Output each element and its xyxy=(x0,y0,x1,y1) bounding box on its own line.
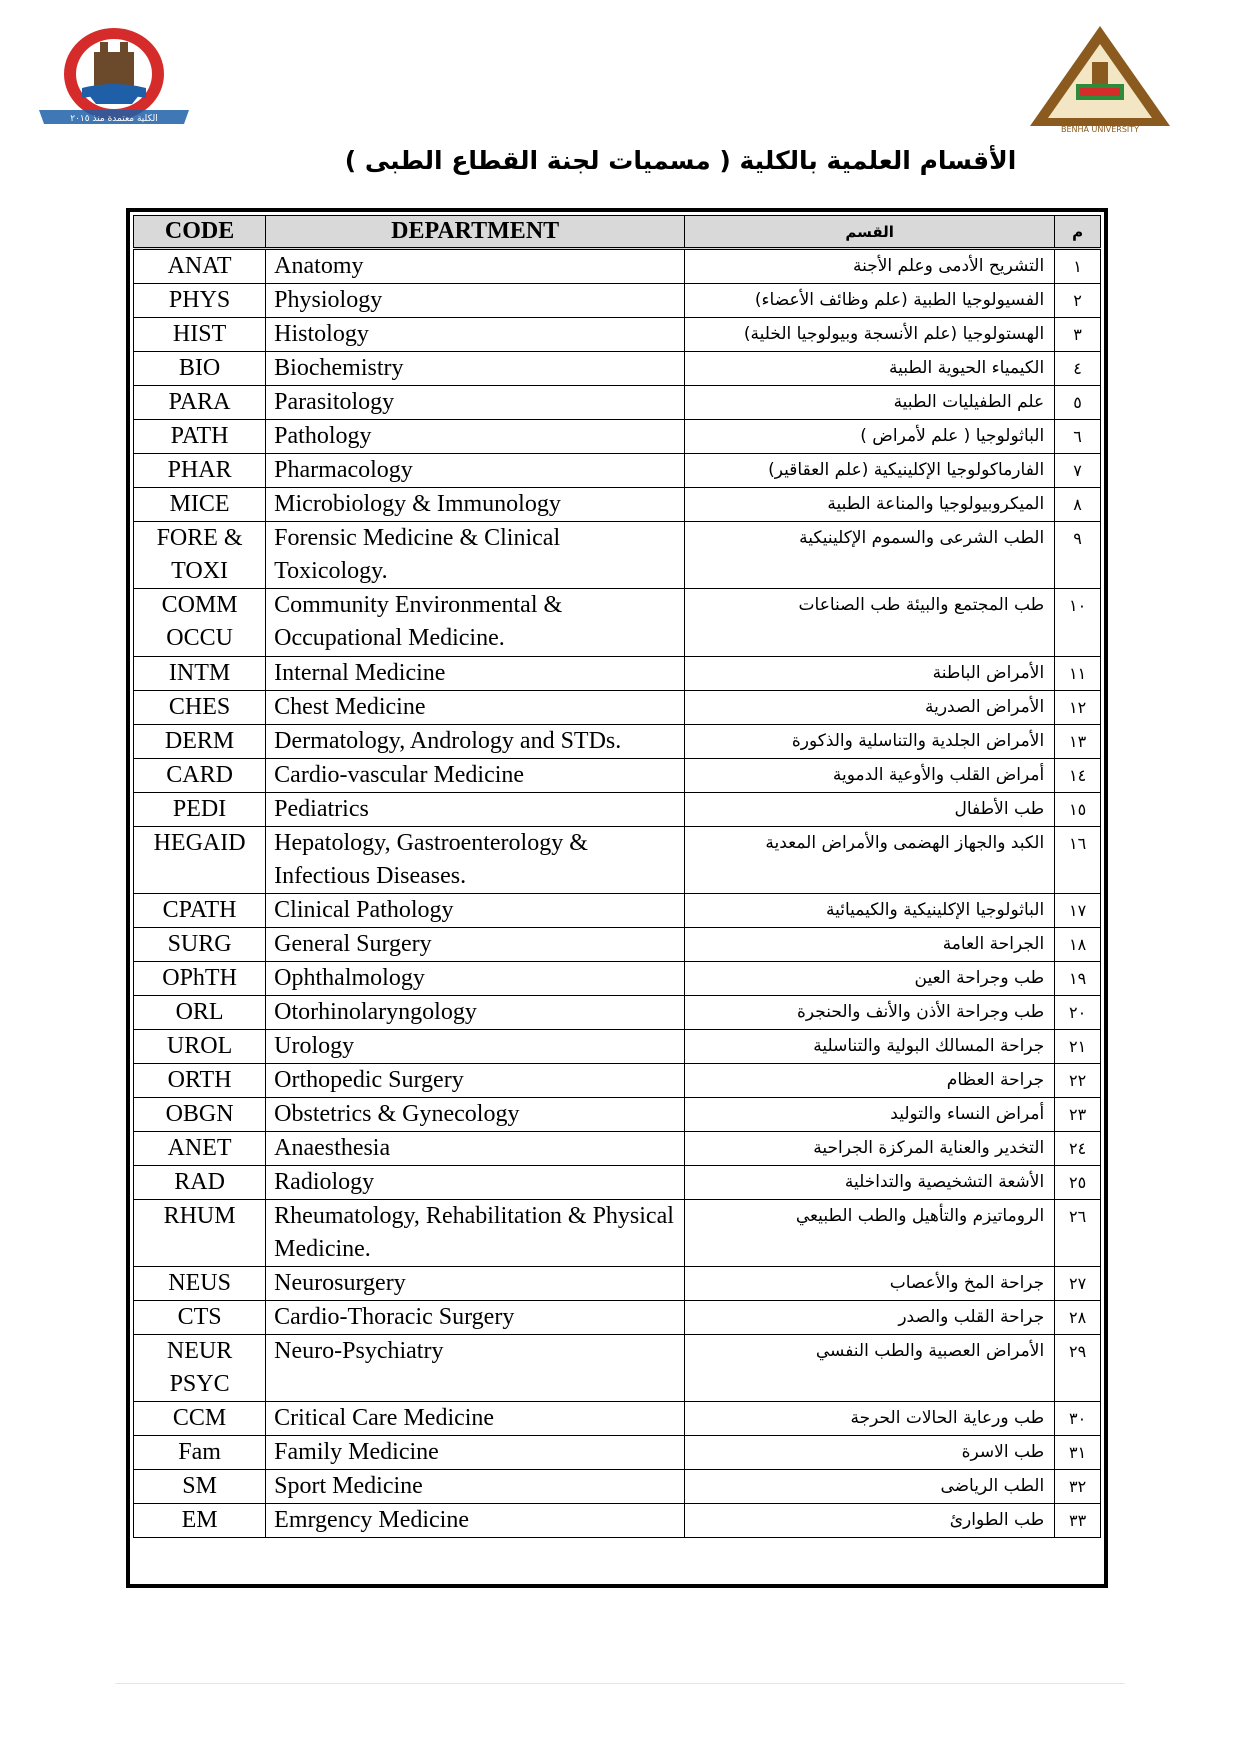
row-department: Urology xyxy=(266,1030,685,1064)
university-logo xyxy=(1026,22,1174,134)
table-row xyxy=(134,589,1101,657)
row-code: PHAR xyxy=(134,454,266,488)
row-department: General Surgery xyxy=(266,928,685,962)
row-arabic: التشريح الأدمى وعلم الأجنة xyxy=(685,249,1055,284)
row-department: Clinical Pathology xyxy=(266,894,685,928)
row-code: OPhTH xyxy=(134,962,266,996)
row-code: CTS xyxy=(134,1301,266,1335)
row-number: ١٨ xyxy=(1055,928,1101,962)
row-number: ٢٥ xyxy=(1055,1166,1101,1200)
header-code: CODE xyxy=(134,216,266,249)
row-number: ٢٢ xyxy=(1055,1064,1101,1098)
table-row xyxy=(134,1470,1101,1504)
row-department: Radiology xyxy=(266,1166,685,1200)
row-number: ٧ xyxy=(1055,454,1101,488)
table-row xyxy=(134,759,1101,793)
row-department: Sport Medicine xyxy=(266,1470,685,1504)
table-row xyxy=(134,352,1101,386)
row-department: Neurosurgery xyxy=(266,1267,685,1301)
row-number: ٦ xyxy=(1055,420,1101,454)
table-row xyxy=(134,1335,1101,1402)
row-department: Pediatrics xyxy=(266,793,685,827)
table-row xyxy=(134,657,1101,691)
row-department: Family Medicine xyxy=(266,1436,685,1470)
row-arabic: الأمراض الباطنة xyxy=(685,657,1055,691)
table-row xyxy=(134,1504,1101,1538)
table-row xyxy=(134,725,1101,759)
row-arabic: طب المجتمع والبيئة طب الصناعات xyxy=(685,589,1055,657)
row-code: Fam xyxy=(134,1436,266,1470)
row-arabic: علم الطفيليات الطبية xyxy=(685,386,1055,420)
row-code: OBGN xyxy=(134,1098,266,1132)
row-code: CHES xyxy=(134,691,266,725)
row-arabic: طب الطوارئ xyxy=(685,1504,1055,1538)
svg-text:BENHA UNIVERSITY: BENHA UNIVERSITY xyxy=(1060,125,1140,134)
row-number: ١٤ xyxy=(1055,759,1101,793)
row-department: Neuro-Psychiatry xyxy=(266,1335,685,1402)
row-code: SM xyxy=(134,1470,266,1504)
row-code: HEGAID xyxy=(134,827,266,894)
row-arabic: الكبد والجهاز الهضمى والأمراض المعدية xyxy=(685,827,1055,894)
table-row xyxy=(134,522,1101,589)
row-arabic: جراحة المسالك البولية والتناسلية xyxy=(685,1030,1055,1064)
table-row xyxy=(134,386,1101,420)
row-code: EM xyxy=(134,1504,266,1538)
row-code: ANAT xyxy=(134,249,266,284)
row-arabic: الروماتيزم والتأهيل والطب الطبيعي xyxy=(685,1200,1055,1267)
table-row xyxy=(134,1200,1101,1267)
row-code: PATH xyxy=(134,420,266,454)
table-row xyxy=(134,1132,1101,1166)
table-row xyxy=(134,894,1101,928)
row-arabic: الفارماكولوجيا الإكلينيكية (علم العقاقير) xyxy=(685,454,1055,488)
row-department: Cardio-vascular Medicine xyxy=(266,759,685,793)
row-department: Orthopedic Surgery xyxy=(266,1064,685,1098)
row-arabic: طب ورعاية الحالات الحرجة xyxy=(685,1402,1055,1436)
table-row xyxy=(134,691,1101,725)
row-number: ١ xyxy=(1055,249,1101,284)
row-arabic: الهستولوجيا (علم الأنسجة وبيولوجيا الخلية) xyxy=(685,318,1055,352)
row-department: Anaesthesia xyxy=(266,1132,685,1166)
row-code: CPATH xyxy=(134,894,266,928)
row-department: Hepatology, Gastroenterology & Infectious Diseases. xyxy=(266,827,685,894)
row-number: ٢٨ xyxy=(1055,1301,1101,1335)
row-department: Biochemistry xyxy=(266,352,685,386)
faculty-logo xyxy=(34,22,194,134)
table-row xyxy=(134,827,1101,894)
row-arabic: طب الأطفال xyxy=(685,793,1055,827)
table-header-row xyxy=(134,216,1101,249)
row-arabic: الطب الرياضى xyxy=(685,1470,1055,1504)
row-code: COMM OCCU xyxy=(134,589,266,657)
row-number: ٣٢ xyxy=(1055,1470,1101,1504)
row-department: Critical Care Medicine xyxy=(266,1402,685,1436)
row-department: Parasitology xyxy=(266,386,685,420)
row-arabic: الكيمياء الحيوية الطبية xyxy=(685,352,1055,386)
table-row xyxy=(134,793,1101,827)
row-code: SURG xyxy=(134,928,266,962)
table-row xyxy=(134,962,1101,996)
row-number: ١٢ xyxy=(1055,691,1101,725)
row-department: Obstetrics & Gynecology xyxy=(266,1098,685,1132)
row-department: Forensic Medicine & Clinical Toxicology. xyxy=(266,522,685,589)
row-department: Physiology xyxy=(266,284,685,318)
header-department: DEPARTMENT xyxy=(266,216,685,249)
row-number: ٢٧ xyxy=(1055,1267,1101,1301)
row-number: ١٠ xyxy=(1055,589,1101,657)
row-code: PARA xyxy=(134,386,266,420)
row-department: Ophthalmology xyxy=(266,962,685,996)
table-row xyxy=(134,318,1101,352)
row-code: INTM xyxy=(134,657,266,691)
row-department: Cardio-Thoracic Surgery xyxy=(266,1301,685,1335)
row-arabic: الأمراض العصبية والطب النفسي xyxy=(685,1335,1055,1402)
row-department: Histology xyxy=(266,318,685,352)
row-number: ٨ xyxy=(1055,488,1101,522)
row-number: ٢٤ xyxy=(1055,1132,1101,1166)
row-department: Emrgency Medicine xyxy=(266,1504,685,1538)
row-arabic: الباثولوجيا الإكلينيكية والكيميائية xyxy=(685,894,1055,928)
row-code: CARD xyxy=(134,759,266,793)
row-code: ANET xyxy=(134,1132,266,1166)
row-number: ٢٠ xyxy=(1055,996,1101,1030)
row-number: ٢١ xyxy=(1055,1030,1101,1064)
table-row xyxy=(134,1030,1101,1064)
row-number: ٥ xyxy=(1055,386,1101,420)
row-arabic: الأمراض الجلدية والتناسلية والذكورة xyxy=(685,725,1055,759)
departments-table xyxy=(126,208,1108,1588)
row-code: PHYS xyxy=(134,284,266,318)
row-arabic: جراحة المخ والأعصاب xyxy=(685,1267,1055,1301)
row-number: ١٧ xyxy=(1055,894,1101,928)
row-arabic: الجراحة العامة xyxy=(685,928,1055,962)
table-row xyxy=(134,1166,1101,1200)
row-department: Internal Medicine xyxy=(266,657,685,691)
row-arabic: الأشعة التشخيصية والتداخلية xyxy=(685,1166,1055,1200)
row-number: ٢٦ xyxy=(1055,1200,1101,1267)
row-number: ١٩ xyxy=(1055,962,1101,996)
row-number: ١١ xyxy=(1055,657,1101,691)
row-department: Anatomy xyxy=(266,249,685,284)
page-title: الأقسام العلمية بالكلية ( مسميات لجنة القطاع الطبى ) xyxy=(344,146,1017,175)
row-number: ٩ xyxy=(1055,522,1101,589)
header-arabic: القسم xyxy=(685,216,1055,249)
row-arabic: الباثولوجيا ( علم لأمراض ) xyxy=(685,420,1055,454)
row-arabic: طب الاسرة xyxy=(685,1436,1055,1470)
row-arabic: التخدير والعناية المركزة الجراحية xyxy=(685,1132,1055,1166)
row-department: Pathology xyxy=(266,420,685,454)
row-arabic: جراحة القلب والصدر xyxy=(685,1301,1055,1335)
row-code: DERM xyxy=(134,725,266,759)
row-code: UROL xyxy=(134,1030,266,1064)
row-department: Pharmacology xyxy=(266,454,685,488)
row-number: ٣ xyxy=(1055,318,1101,352)
table-row xyxy=(134,1098,1101,1132)
row-number: ٤ xyxy=(1055,352,1101,386)
row-arabic: جراحة العظام xyxy=(685,1064,1055,1098)
row-arabic: الأمراض الصدرية xyxy=(685,691,1055,725)
table-row xyxy=(134,1402,1101,1436)
row-number: ١٦ xyxy=(1055,827,1101,894)
table-row xyxy=(134,1267,1101,1301)
row-arabic: طب وجراحة الأذن والأنف والحنجرة xyxy=(685,996,1055,1030)
svg-text:الكلية معتمدة منذ ٢٠١٥: الكلية معتمدة منذ ٢٠١٥ xyxy=(70,114,158,124)
row-department: Chest Medicine xyxy=(266,691,685,725)
table-row xyxy=(134,454,1101,488)
table-row xyxy=(134,284,1101,318)
footer-divider xyxy=(115,1683,1125,1684)
row-code: BIO xyxy=(134,352,266,386)
row-number: ٣٣ xyxy=(1055,1504,1101,1538)
row-code: RHUM xyxy=(134,1200,266,1267)
row-number: ٢ xyxy=(1055,284,1101,318)
table-row xyxy=(134,488,1101,522)
table-row xyxy=(134,928,1101,962)
row-code: FORE & TOXI xyxy=(134,522,266,589)
row-arabic: أمراض النساء والتوليد xyxy=(685,1098,1055,1132)
row-code: RAD xyxy=(134,1166,266,1200)
row-arabic: الميكروبيولوجيا والمناعة الطبية xyxy=(685,488,1055,522)
row-number: ١٣ xyxy=(1055,725,1101,759)
row-number: ١٥ xyxy=(1055,793,1101,827)
row-code: ORL xyxy=(134,996,266,1030)
table-row xyxy=(134,1064,1101,1098)
table-row xyxy=(134,1436,1101,1470)
row-arabic: طب وجراحة العين xyxy=(685,962,1055,996)
row-code: HIST xyxy=(134,318,266,352)
table-row xyxy=(134,249,1101,284)
row-department: Microbiology & Immunology xyxy=(266,488,685,522)
row-department: Otorhinolaryngology xyxy=(266,996,685,1030)
table-row xyxy=(134,996,1101,1030)
row-number: ٢٩ xyxy=(1055,1335,1101,1402)
table-row xyxy=(134,420,1101,454)
row-code: CCM xyxy=(134,1402,266,1436)
row-number: ٢٣ xyxy=(1055,1098,1101,1132)
row-code: PEDI xyxy=(134,793,266,827)
row-department: Dermatology, Andrology and STDs. xyxy=(266,725,685,759)
row-arabic: أمراض القلب والأوعية الدموية xyxy=(685,759,1055,793)
row-number: ٣٠ xyxy=(1055,1402,1101,1436)
row-arabic: الفسيولوجيا الطبية (علم وظائف الأعضاء) xyxy=(685,284,1055,318)
row-code: ORTH xyxy=(134,1064,266,1098)
row-code: NEUS xyxy=(134,1267,266,1301)
header-number: م xyxy=(1055,216,1101,249)
table-row xyxy=(134,1301,1101,1335)
row-department: Rheumatology, Rehabilitation & Physical Medicine. xyxy=(266,1200,685,1267)
row-code: MICE xyxy=(134,488,266,522)
row-number: ٣١ xyxy=(1055,1436,1101,1470)
row-arabic: الطب الشرعى والسموم الإكلينيكية xyxy=(685,522,1055,589)
row-department: Community Environmental & Occupational Medicine. xyxy=(266,589,685,657)
row-code: NEUR PSYC xyxy=(134,1335,266,1402)
